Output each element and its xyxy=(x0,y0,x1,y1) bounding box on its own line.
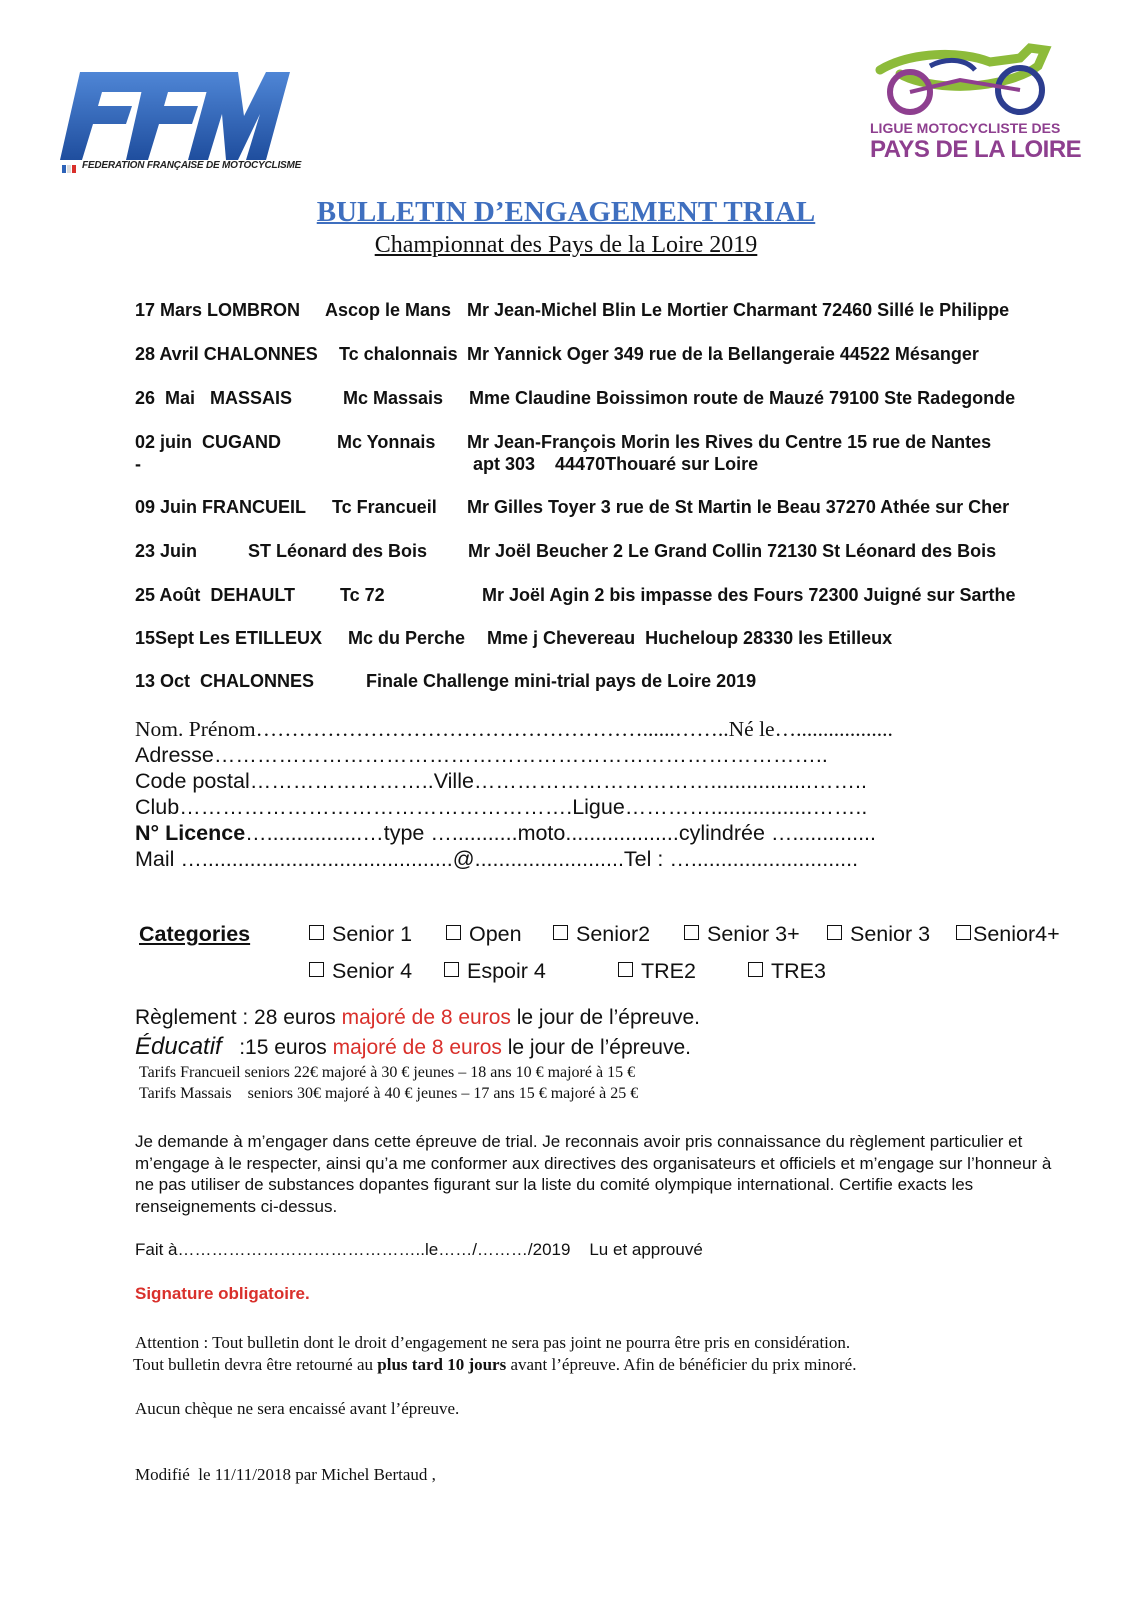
event-contact: Finale Challenge mini-trial pays de Loire 2019 xyxy=(366,671,757,691)
event-date: 23 Juin xyxy=(135,541,198,561)
fee-line-standard: Règlement : 28 euros majoré de 8 euros le jour de l’épreuve. xyxy=(135,1006,701,1029)
event-date: 26 Mai MASSAIS xyxy=(135,388,293,408)
event-date: 02 juin CUGAND xyxy=(135,432,282,452)
event-contact: Mr Gilles Toyer 3 rue de St Martin le Beau 37270 Athée sur Cher xyxy=(467,497,1010,517)
event-club: Mc Massais xyxy=(343,388,444,408)
checkbox-espoir-4[interactable]: Espoir 4 xyxy=(444,959,546,984)
checkbox-icon xyxy=(309,962,324,977)
attention-line-1: Attention : Tout bulletin dont le droit d’engagement ne sera pas joint ne pourra être pris en considération. xyxy=(135,1333,851,1352)
cheque-notice: Aucun chèque ne sera encaissé avant l’épreuve. xyxy=(135,1399,460,1418)
checkbox-icon xyxy=(309,925,324,940)
ligue-logo xyxy=(870,40,1082,180)
event-date: 09 Juin FRANCUEIL xyxy=(135,497,307,517)
event-club: ST Léonard des Bois xyxy=(248,541,428,561)
event-club: Mc du Perche xyxy=(348,628,466,648)
ligue-line1: LIGUE MOTOCYCLISTE DES xyxy=(870,120,1061,136)
postal-city-field[interactable]: Code postal……………………..Ville…………………………….................…….. xyxy=(135,769,867,793)
event-date: 15Sept Les ETILLEUX xyxy=(135,628,323,648)
declaration-text: Je demande à m’engager dans cette épreuve de trial. Je reconnais avoir pris connaissance du règlement particulier et m’engage à le respecter, ainsi qu’a me conformer aux directives des organisateurs et officiels et m’engage sur l’honneur à ne pas utiliser de substances dopantes figurant sur la liste du comité olympique international. Certifie exacts les renseignements ci-dessus. xyxy=(135,1132,1052,1216)
checkbox-icon xyxy=(618,962,633,977)
event-date: 17 Mars LOMBRON xyxy=(135,300,301,320)
tarif-francueil: Tarifs Francueil seniors 22€ majoré à 30 € jeunes – 18 ans 10 € majoré à 15 € xyxy=(139,1064,636,1081)
checkbox-icon xyxy=(827,925,842,940)
event-contact: Mr Joël Beucher 2 Le Grand Collin 72130 St Léonard des Bois xyxy=(468,541,997,561)
name-field[interactable] xyxy=(135,717,893,742)
page-title: BULLETIN D’ENGAGEMENT TRIAL xyxy=(316,196,816,228)
signed-at-field[interactable]: Fait à……………………………………..le……/………/2019 Lu et approuvé xyxy=(135,1240,703,1259)
checkbox-senior-4[interactable]: Senior 4 xyxy=(309,959,412,984)
event-club: Ascop le Mans xyxy=(325,300,452,320)
event-contact: Mme Claudine Boissimon route de Mauzé 79100 Ste Radegonde xyxy=(469,388,1016,408)
tarif-massais: Tarifs Massais seniors 30€ majoré à 40 € jeunes – 17 ans 15 € majoré à 25 € xyxy=(139,1085,639,1102)
checkbox-senior2[interactable]: Senior2 xyxy=(553,922,650,947)
event-date: 28 Avril CHALONNES xyxy=(135,344,318,364)
checkbox-senior-1[interactable]: Senior 1 xyxy=(309,922,412,947)
checkbox-open[interactable]: Open xyxy=(446,922,522,947)
motorcycle-icon xyxy=(870,40,1070,120)
address-field[interactable]: Adresse………………………………………………………………………….. xyxy=(135,743,828,767)
mail-tel-field[interactable]: Mail …..........................................@.........................Tel : …............................ xyxy=(135,847,859,871)
licence-label: N° Licence xyxy=(135,821,246,845)
modified-note: Modifié le 11/11/2018 par Michel Bertaud , xyxy=(135,1465,436,1484)
checkbox-senior4plus[interactable]: Senior4+ xyxy=(956,922,1060,947)
checkbox-icon xyxy=(553,925,568,940)
ffm-logo xyxy=(60,70,300,180)
name-field-text: Nom. Prénom………………………………………………......……..Né le….................. xyxy=(135,717,893,741)
ligue-line2: PAYS DE LA LOIRE xyxy=(870,136,1082,163)
checkbox-senior-3[interactable]: Senior 3 xyxy=(827,922,930,947)
event-continuation-mark: - xyxy=(135,454,141,474)
checkbox-icon xyxy=(444,962,459,977)
event-club: Tc Francueil xyxy=(332,497,437,517)
event-club: Tc chalonnais xyxy=(339,344,458,364)
checkbox-icon xyxy=(748,962,763,977)
licence-rest: …................…type …...........moto...................cylindrée ….............. xyxy=(245,821,876,845)
event-contact: Mr Yannick Oger 349 rue de la Bellangeraie 44522 Mésanger xyxy=(467,344,979,364)
event-club: Tc 72 xyxy=(340,585,385,605)
signature-required: Signature obligatoire. xyxy=(135,1284,310,1303)
event-contact: Mr Jean-François Morin les Rives du Centre 15 rue de Nantes xyxy=(467,432,992,452)
checkbox-icon xyxy=(446,925,461,940)
checkbox-tre2[interactable]: TRE2 xyxy=(618,959,696,984)
event-contact: Mr Joël Agin 2 bis impasse des Fours 72300 Juigné sur Sarthe xyxy=(482,585,1016,605)
checkbox-icon xyxy=(956,925,971,940)
event-contact: Mr Jean-Michel Blin Le Mortier Charmant 72460 Sillé le Philippe xyxy=(467,300,1010,320)
event-club: Mc Yonnais xyxy=(337,432,436,452)
checkbox-icon xyxy=(684,925,699,940)
checkbox-tre3[interactable]: TRE3 xyxy=(748,959,826,984)
ffm-caption: FEDERATION FRANÇAISE DE MOTOCYCLISME xyxy=(82,160,302,171)
page-subtitle: Championnat des Pays de la Loire 2019 xyxy=(374,232,758,258)
club-league-field[interactable]: Club……………………………………………….Ligue………….................…….. xyxy=(135,795,868,819)
event-date: 25 Août DEHAULT xyxy=(135,585,295,605)
licence-field[interactable] xyxy=(135,821,876,846)
checkbox-senior-3plus[interactable]: Senior 3+ xyxy=(684,922,800,947)
event-contact: Mme j Chevereau Hucheloup 28330 les Etilleux xyxy=(487,628,893,648)
event-contact-line2: apt 303 44470Thouaré sur Loire xyxy=(473,454,759,474)
fee-line-educatif: Éducatif :15 euros majoré de 8 euros le jour de l’épreuve. xyxy=(135,1033,692,1060)
attention-line-2: Tout bulletin devra être retourné au plus tard 10 jours avant l’épreuve. Afin de bénéficier du prix minoré. xyxy=(133,1355,857,1374)
categories-label: Categories xyxy=(139,922,251,946)
event-date: 13 Oct CHALONNES xyxy=(135,671,315,691)
